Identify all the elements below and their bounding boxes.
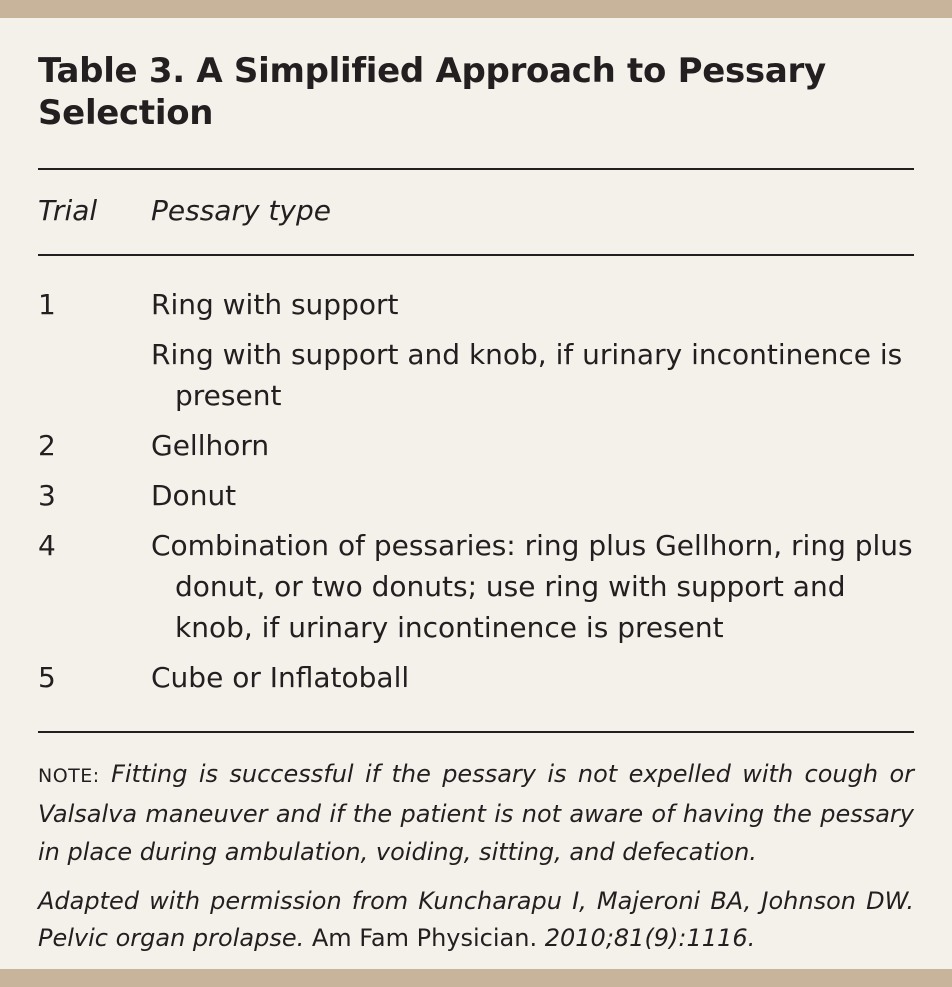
table-row — [38, 525, 914, 648]
journal-name: Am Fam Physician. — [311, 924, 538, 952]
source-text: Adapted with permission from Kuncharapu I, Majeroni BA, Johnson DW. Pelvic organ prolapse. — [38, 887, 914, 952]
trial-cell: 3 — [38, 479, 56, 512]
table-row — [38, 657, 914, 698]
table-row — [38, 475, 914, 516]
table-row — [38, 334, 914, 416]
note-text: Fitting is successful if the pessary is not expelled with cough or Valsalva maneuver and if the patient is not aware of having the pessary in place during ambulation, voiding, sitting, and defecation. — [38, 760, 914, 866]
pessary-type-cell: Cube or Inflatoball — [151, 661, 410, 694]
pessary-type-cell: Ring with support — [151, 288, 399, 321]
pessary-type-cell: Combination of pessaries: ring plus Gellhorn, ring plus donut, or two donuts; use ring with support and knob, if urinary incontinence is present — [151, 529, 913, 644]
table-bottom-divider — [38, 731, 914, 733]
bottom-decorative-bar — [0, 969, 952, 987]
header-pessary-type: Pessary type — [151, 194, 331, 227]
table-header-row — [38, 170, 914, 254]
header-trial: Trial — [38, 194, 98, 227]
trial-cell: 1 — [38, 288, 56, 321]
citation-details: 2010;81(9):1116. — [544, 924, 756, 952]
trial-cell: 5 — [38, 661, 56, 694]
trial-cell: 4 — [38, 529, 56, 562]
table-note — [38, 755, 914, 871]
top-decorative-bar — [0, 0, 952, 18]
source-citation — [38, 883, 914, 957]
table-body — [38, 256, 914, 731]
table-row — [38, 284, 914, 325]
note-label: NOTE: — [38, 765, 100, 787]
table-panel — [38, 50, 914, 957]
pessary-type-cell: Ring with support and knob, if urinary incontinence is present — [151, 338, 903, 412]
table-row — [38, 425, 914, 466]
pessary-type-cell: Gellhorn — [151, 429, 270, 462]
table-title: Table 3. A Simplified Approach to Pessary Selection — [38, 51, 826, 133]
trial-cell: 2 — [38, 429, 56, 462]
trial-cell — [38, 334, 151, 416]
pessary-type-cell: Donut — [151, 479, 237, 512]
